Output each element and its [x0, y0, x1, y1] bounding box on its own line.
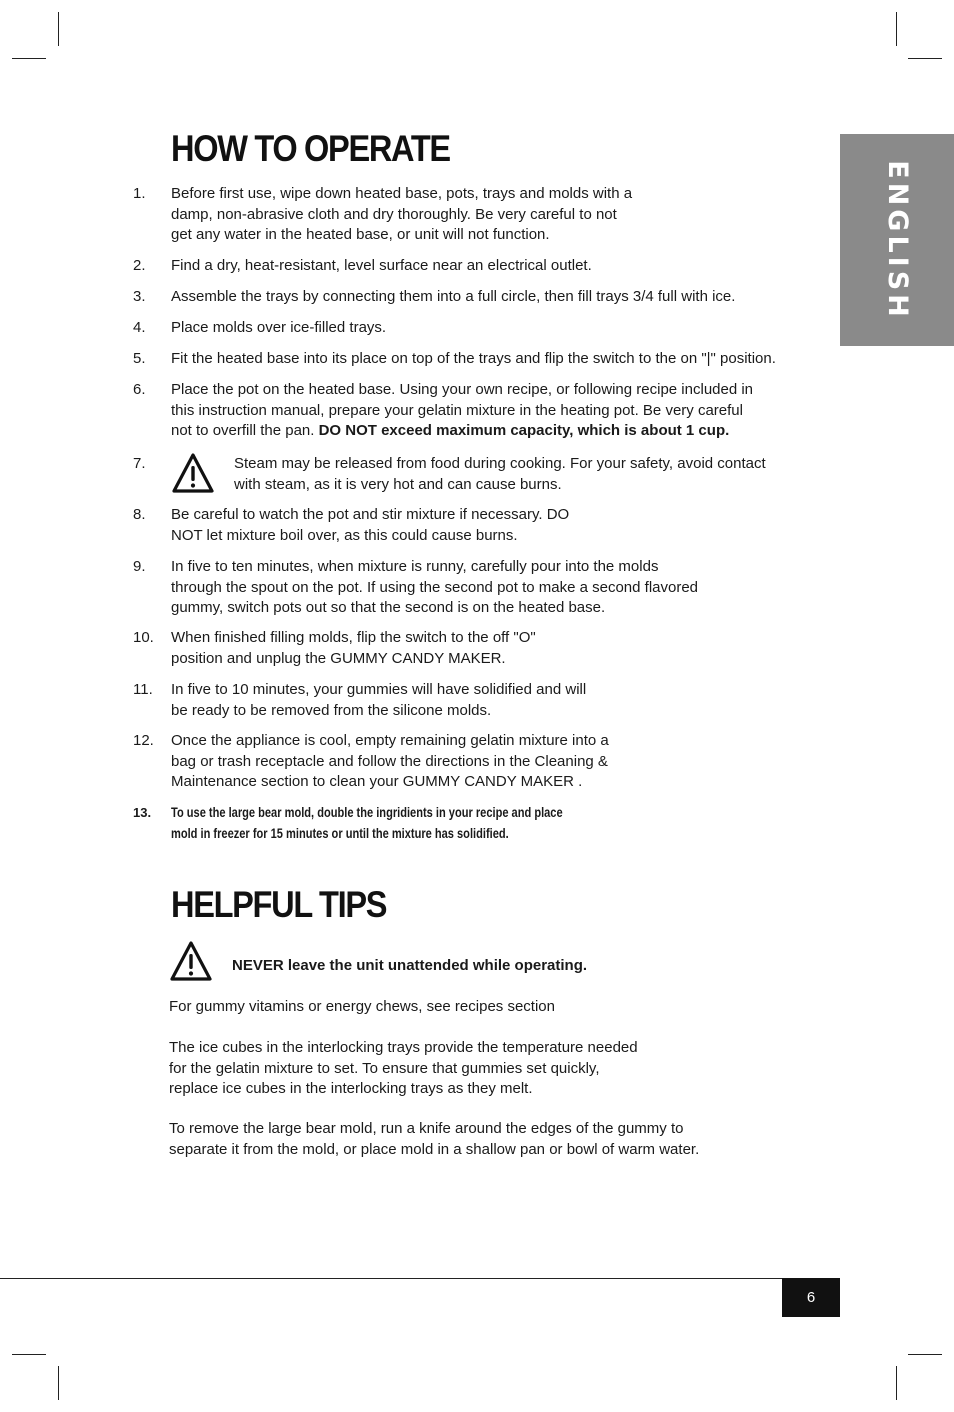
- item-text-line: Place molds over ice-filled trays.: [171, 319, 387, 336]
- item-text-line: [171, 421, 753, 442]
- item-text-line: Once the appliance is cool, empty remaining gelatin mixture into a: [171, 732, 609, 749]
- unattended-warning: [232, 956, 587, 977]
- page-number: 6: [806, 1289, 816, 1306]
- item-text-line: get any water in the heated base, or unit will not function.: [171, 226, 550, 243]
- item-number: 10.: [133, 629, 154, 646]
- item-text-line: In five to ten minutes, when mixture is runny, carefully pour into the molds: [171, 558, 659, 575]
- item-number: 9.: [133, 558, 146, 575]
- item-text-line: damp, non-abrasive cloth and dry thoroughly. Be very careful to not: [171, 205, 617, 223]
- steam-warning-text: [234, 454, 766, 495]
- warning-triangle-icon: [171, 452, 215, 494]
- item-number: 5.: [133, 350, 146, 367]
- item-text-line: In five to 10 minutes, your gummies will have solidified and will: [171, 681, 587, 698]
- item-number: 6.: [133, 381, 146, 398]
- crop-mark: [908, 1354, 942, 1355]
- item-text-line: Maintenance section to clean your GUMMY CANDY MAKER .: [171, 773, 583, 790]
- helpful-tips-heading: HELPFUL TIPS: [171, 884, 387, 925]
- tip-paragraph: [169, 997, 555, 1018]
- item-text-line: bag or trash receptacle and follow the directions in the Cleaning &: [171, 752, 608, 770]
- item-number: 7.: [133, 455, 146, 472]
- item-text-plain: not to overfill the pan.: [171, 422, 319, 439]
- item-text-line: NOT let mixture boil over, as this could cause burns.: [171, 526, 518, 544]
- item-text-line: Steam may be released from food during cooking. For your safety, avoid contact: [234, 455, 766, 472]
- item-text-line: be ready to be removed from the silicone molds.: [171, 701, 492, 719]
- item-number: 12.: [133, 732, 154, 749]
- crop-mark: [12, 58, 46, 59]
- item-text-line: Place the pot on the heated base. Using your own recipe, or following recipe included in: [171, 381, 754, 398]
- item-number: 4.: [133, 319, 146, 336]
- item-number: 2.: [133, 257, 146, 274]
- crop-mark: [896, 1366, 897, 1400]
- item-text-line: Before first use, wipe down heated base, pots, trays and molds with a: [171, 185, 633, 202]
- how-to-operate-heading: HOW TO OPERATE: [171, 128, 450, 169]
- language-tab: [840, 134, 954, 346]
- crop-mark: [12, 1354, 46, 1355]
- page-number-box: [782, 1278, 840, 1317]
- tip-text-line: for the gelatin mixture to set. To ensure that gummies set quickly,: [169, 1059, 600, 1077]
- tip-text-line: replace ice cubes in the interlocking trays as they melt.: [169, 1080, 533, 1097]
- item-text-line: When finished filling molds, flip the switch to the off "O": [171, 629, 536, 646]
- item-text-line: Find a dry, heat-resistant, level surface near an electrical outlet.: [171, 257, 592, 274]
- item-number: 1.: [133, 185, 146, 202]
- item-text-line: this instruction manual, prepare your gelatin mixture in the heating pot. Be very careful: [171, 401, 743, 419]
- item-text-line: through the spout on the pot. If using the second pot to make a second flavored: [171, 578, 699, 596]
- crop-mark: [908, 58, 942, 59]
- tip-text-line: The ice cubes in the interlocking trays provide the temperature needed: [169, 1039, 638, 1056]
- item-number: 8.: [133, 506, 146, 523]
- warning-triangle-icon: [169, 940, 213, 982]
- tip-text-line: separate it from the mold, or place mold in a shallow pan or bowl of warm water.: [169, 1140, 700, 1158]
- item-text-line: To use the large bear mold, double the ingridients in your recipe and place: [171, 805, 563, 820]
- capacity-warning-text: DO NOT exceed maximum capacity, which is about 1 cup.: [318, 422, 730, 439]
- item-text-line: gummy, switch pots out so that the second is on the heated base.: [171, 599, 606, 616]
- item-text-line: with steam, as it is very hot and can cause burns.: [234, 475, 562, 493]
- item-text-line: Be careful to watch the pot and stir mixture if necessary. DO: [171, 506, 570, 523]
- item-text-line: Fit the heated base into its place on top of the trays and flip the switch to the on "|" position.: [171, 350, 776, 367]
- tip-paragraph: [169, 1119, 699, 1160]
- tip-text-line: For gummy vitamins or energy chews, see recipes section: [169, 998, 555, 1015]
- item-text-line: Assemble the trays by connecting them into a full circle, then fill trays 3/4 full with ice.: [171, 288, 736, 305]
- unattended-warning-text: NEVER leave the unit unattended while operating.: [232, 957, 588, 974]
- crop-mark: [896, 12, 897, 46]
- crop-mark: [58, 12, 59, 46]
- item-text-line: mold in freezer for 15 minutes or until the mixture has solidified.: [171, 825, 509, 841]
- tip-paragraph: [169, 1038, 638, 1100]
- item-number: 11.: [133, 681, 153, 698]
- tip-text-line: To remove the large bear mold, run a knife around the edges of the gummy to: [169, 1120, 684, 1137]
- item-number: 3.: [133, 288, 146, 305]
- crop-mark: [58, 1366, 59, 1400]
- language-tab-label: ENGLISH: [881, 159, 913, 321]
- item-text-line: position and unplug the GUMMY CANDY MAKER.: [171, 649, 506, 667]
- footer-rule: [0, 1278, 840, 1279]
- item-number: 13.: [133, 805, 152, 820]
